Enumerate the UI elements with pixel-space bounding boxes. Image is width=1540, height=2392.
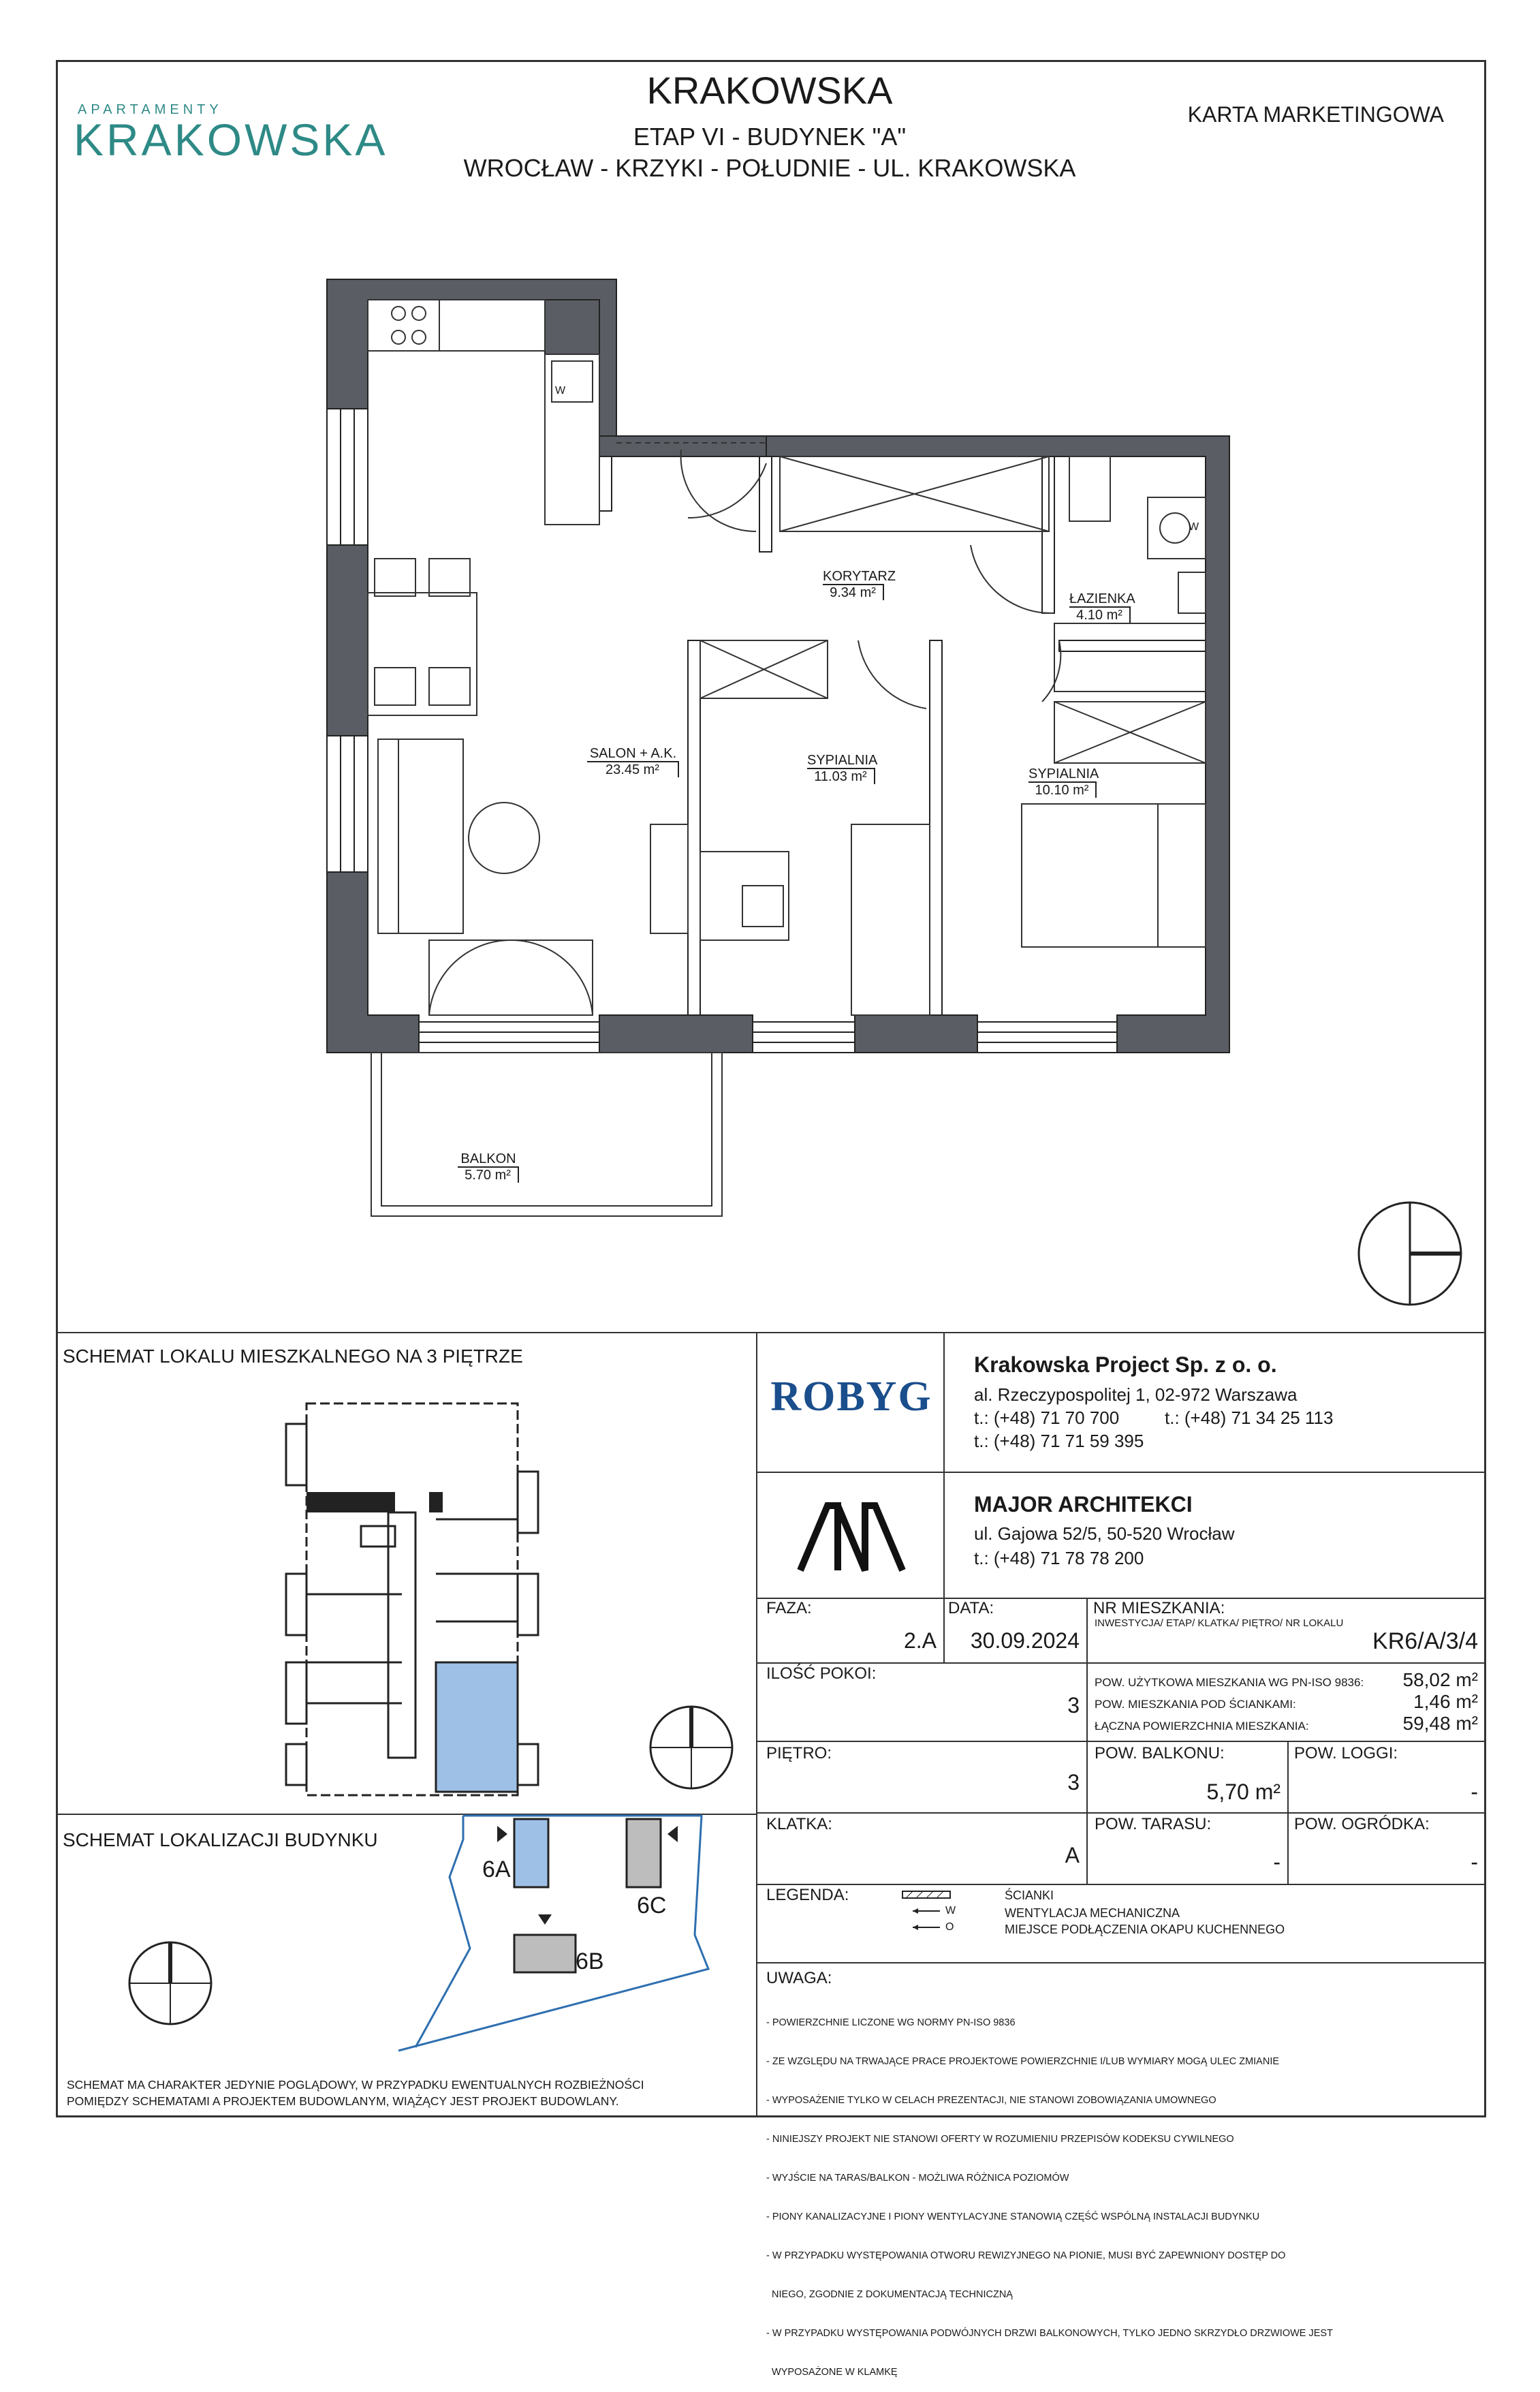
uwaga-item: - ZE WZGLĘDU NA TRWAJĄCE PRACE PROJEKTOWE POWIERZCHNIE I/LUB WYMIARY MOGĄ ULEC ZMIANIE [766,2056,1280,2067]
divider-row3 [756,1812,1486,1814]
klatka-value: A [1065,1843,1080,1867]
schemat-budynku-drawing [395,1812,756,2057]
uwaga-item: WYPOSAŻONE W KLAMKĘ [766,2367,898,2378]
schemat-lokalu-title: SCHEMAT LOKALU MIESZKALNEGO NA 3 PIĘTRZE [63,1346,523,1367]
building-label-6b: 6B [576,1948,604,1974]
building-label-6c: 6C [637,1893,667,1919]
data-label: DATA: [948,1599,994,1617]
investor-phone-3: t.: (+48) 71 71 59 395 [974,1431,1144,1451]
uwaga-item: - NINIEJSZY PROJEKT NIE STANOWI OFERTY W ROZUMIENIU PRZEPISÓW KODEKSU CYWILNEGO [766,2134,1234,2145]
area-laczna-value: 59,48 m² [1402,1713,1478,1734]
room-salon-name: SALON + A.K. [589,746,677,761]
plan-windows [327,409,1117,1053]
divider-logo-col [943,1332,945,1598]
data-value: 30.09.2024 [970,1628,1080,1653]
area-scianki-label: POW. MIESZKANIA POD ŚCIANKAMI: [1095,1698,1296,1711]
room-lazienka [1069,591,1135,623]
room-korytarz-area: 9.34 m² [823,584,884,600]
divider-col-nr [1086,1598,1088,1662]
room-sypialnia-2 [1028,766,1097,798]
area-uzytkowa-label: POW. UŻYTKOWA MIESZKANIA WG PN-ISO 9836: [1095,1676,1364,1689]
architect-address: ul. Gajowa 52/5, 50-520 Wrocław [974,1523,1235,1544]
divider-col-data [943,1598,945,1662]
investor-phone-2: t.: (+48) 71 34 25 113 [1165,1408,1334,1428]
robyg-logo: ROBYG [770,1373,932,1420]
faza-value: 2.A [903,1628,937,1653]
uwaga-item: - PIONY KANALIZACYJNE I PIONY WENTYLACYJNE STANOWIĄ CZĘŚĆ WSPÓLNĄ INSTALACJI BUDYNKU [766,2211,1260,2222]
nr-sublabel: INWESTYCJA/ ETAP/ KLATKA/ PIĘTRO/ NR LOKALU [1095,1617,1344,1629]
divider-plan [56,1332,1486,1333]
room-balkon-name: BALKON [460,1151,516,1166]
uwaga-label: UWAGA: [766,1969,832,1987]
building-label-6a: 6A [482,1857,511,1882]
divider-row5 [756,1962,1486,1963]
room-sypialnia-2-name: SYPIALNIA [1028,766,1099,781]
divider-vertical [756,1332,757,2117]
disclaimer-1: SCHEMAT MA CHARAKTER JEDYNIE POGLĄDOWY, W PRZYPADKU EWENTUALNYCH ROZBIEŻNOŚCI [67,2078,644,2092]
room-lazienka-area: 4.10 m² [1069,606,1131,623]
balkon-value: 5,70 m² [1206,1780,1280,1804]
uwaga-list [766,1991,1481,2392]
page-title: KRAKOWSKA [646,69,893,112]
loggia-value: - [1471,1780,1478,1804]
legenda-item-2: WENTYLACJA MECHANICZNA [1005,1906,1180,1920]
loggia-label: POW. LOGGI: [1294,1744,1398,1762]
schemat-lokalu-compass [647,1703,736,1792]
pokoi-value: 3 [1067,1693,1080,1718]
divider-col-loggia [1287,1741,1289,1884]
schemat-budynku-title: SCHEMAT LOKALIZACJI BUDYNKU [63,1829,378,1850]
room-korytarz [823,569,896,600]
nr-label: NR MIESZKANIA: [1093,1599,1225,1617]
uwaga-item: - W PRZYPADKU WYSTĘPOWANIA PODWÓJNYCH DRZWI BALKONOWYCH, TYLKO JEDNO SKRZYDŁO DRZWIOWE JEST [766,2328,1333,2339]
plan-compass [1359,1202,1461,1305]
uwaga-item: - W PRZYPADKU WYSTĘPOWANIA OTWORU REWIZYJNEGO NA PIONIE, MUSI BYĆ ZAPEWNIONY DOSTĘP DO [766,2250,1286,2261]
ventilation-mark-bathroom: W [1189,521,1199,533]
room-salon-area: 23.45 m² [587,761,679,777]
room-lazienka-name: ŁAZIENKA [1069,591,1135,606]
plan-partitions [599,456,1206,1015]
room-balkon [458,1151,519,1183]
legenda-item-1: ŚCIANKI [1005,1889,1054,1902]
legenda-sym-o: O [945,1921,954,1933]
page-location: WROCŁAW - KRZYKI - POŁUDNIE - UL. KRAKOWSKA [463,154,1076,182]
investor-name: Krakowska Project Sp. z o. o. [974,1352,1277,1377]
schemat-budynku-compass [126,1939,215,2028]
legenda-label: LEGENDA: [766,1886,849,1904]
uwaga-item: - WYJŚCIE NA TARAS/BALKON - MOŻLIWA RÓŻNICA POZIOMÓW [766,2173,1069,2184]
disclaimer-2: POMIĘDZY SCHEMATAMI A PROJEKTEM BUDOWLANYM, WIĄŻĄCY JEST PROJEKT BUDOWLANY. [67,2094,619,2108]
area-scianki-value: 1,46 m² [1413,1691,1478,1712]
architect-phone: t.: (+48) 71 78 78 200 [974,1548,1144,1568]
room-korytarz-name: KORYTARZ [823,569,896,584]
taras-value: - [1273,1850,1280,1874]
plan-walls [327,279,1229,1053]
pietro-label: PIĘTRO: [766,1744,832,1762]
architect-name: MAJOR ARCHITEKCI [974,1492,1193,1517]
page-subtitle: ETAP VI - BUDYNEK "A" [633,123,907,151]
room-sypialnia-1 [807,753,878,784]
legenda-sym-w: W [945,1905,956,1916]
ogrodek-value: - [1471,1850,1478,1874]
nr-value: KR6/A/3/4 [1372,1628,1478,1654]
investor-phone-1: t.: (+48) 71 70 700 [974,1408,1120,1428]
room-salon [587,746,679,777]
klatka-label: KLATKA: [766,1815,832,1833]
faza-label: FAZA: [766,1599,812,1617]
room-sypialnia-1-area: 11.03 m² [807,768,875,784]
divider-investor [756,1472,1486,1473]
divider-row1 [756,1662,1486,1664]
room-balkon-area: 5.70 m² [458,1166,519,1183]
ogrodek-label: POW. OGRÓDKA: [1294,1815,1430,1833]
brand-logo-main: KRAKOWSKA [74,114,388,165]
legenda-item-3: MIEJSCE PODŁĄCZENIA OKAPU KUCHENNEGO [1005,1923,1285,1936]
investor-address: al. Rzeczypospolitej 1, 02-972 Warszawa [974,1384,1298,1405]
pietro-value: 3 [1067,1770,1080,1795]
divider-row4 [756,1884,1486,1885]
uwaga-item: NIEGO, ZGODNIE Z DOKUMENTACJĄ TECHNICZNĄ [766,2289,1013,2300]
pokoi-label: ILOŚĆ POKOI: [766,1664,877,1683]
room-sypialnia-2-area: 10.10 m² [1028,781,1097,798]
area-uzytkowa-value: 58,02 m² [1402,1669,1478,1690]
ventilation-mark-kitchen: W [555,385,566,397]
brand-logo-small: APARTAMENTY [78,102,223,117]
taras-label: POW. TARASU: [1095,1815,1212,1833]
divider-col-area [1086,1662,1088,1884]
area-laczna-label: ŁĄCZNA POWIERZCHNIA MIESZKANIA: [1095,1720,1309,1733]
major-architekci-logo [797,1502,906,1574]
uwaga-item: - POWIERZCHNIE LICZONE WG NORMY PN-ISO 9836 [766,2017,1016,2028]
room-sypialnia-1-name: SYPIALNIA [807,753,878,768]
doc-type: KARTA MARKETINGOWA [1187,102,1444,127]
divider-row2 [756,1741,1486,1742]
balkon-label: POW. BALKONU: [1095,1744,1225,1762]
uwaga-item: - WYPOSAŻENIE TYLKO W CELACH PREZENTACJI, NIE STANOWI ZOBOWIĄZANIA UMOWNEGO [766,2095,1216,2106]
